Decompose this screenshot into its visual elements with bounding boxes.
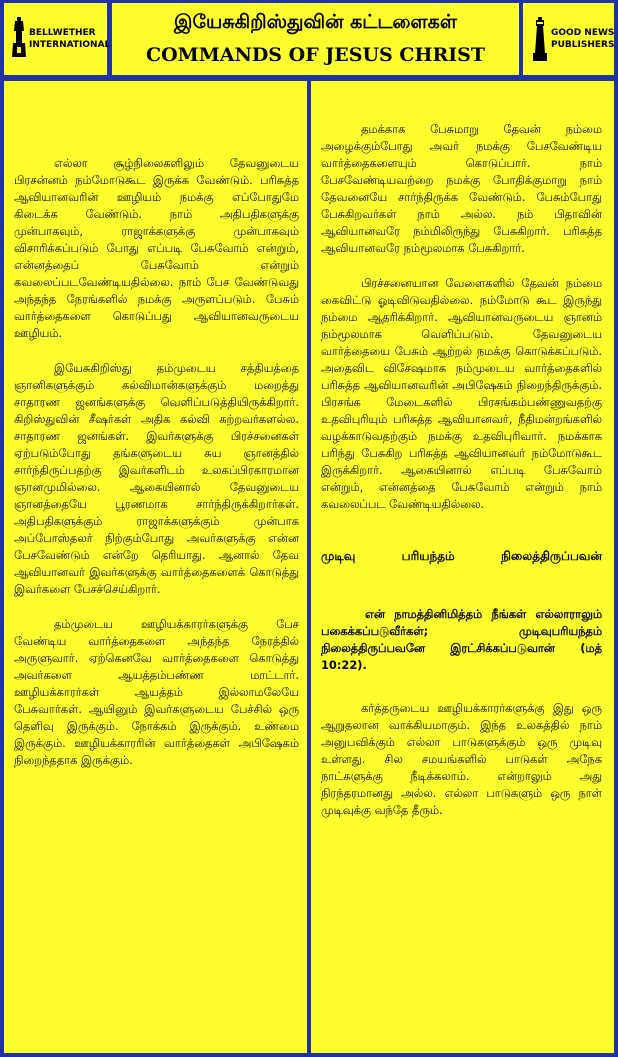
right-column <box>311 81 614 1053</box>
publisher-name-right-line2: PUBLISHERS <box>551 40 615 50</box>
closing-paragraph: கர்த்தருடைய ஊழியக்காரர்களுக்கு இது ஒரு ஆறுதலான வாக்கியமாகும். இந்த உலகத்தில் நாம் அனுபவிக்கும் எல்லா பாடுகளுக்கும் ஒரு முடிவு உள்ளது. சில சமயங்களில் பாடுகள் அநேக நாட்களுக்கு நீடிக்கலாம். என்றாலும் அது நிரந்தரமானது அல்ல. எல்லா பாடுகளும் ஒரு நாள் முடிவுக்கு வந்தே தீரும். <box>321 700 602 817</box>
bell-tower-icon <box>12 17 26 57</box>
left-paragraph-2: இயேசுகிறிஸ்து தம்முடைய சத்தியத்தை ஞானிகளுக்கும் கல்விமான்களுக்கும் மறைத்து சாதாரண ஜனங்களுக்கு வெளிப்படுத்தியிருக்கிறார். கிறிஸ்துவின் சீஷர்கள் அதிக கல்வி கற்றவர்களல்ல. சாதாரண ஜனங்கள். இவர்களுக்கு பிரச்சனைகள் ஏற்படும்போது தங்களுடைய சுய ஞானத்தில் சார்ந்திருப்பதற்கு இவர்களிடம் உலகப்பிரகாரமான ஞானமுமில்லை. ஆகையினால் தேவனுடைய ஞானத்தையே பூரணமாக சார்ந்திருக்கிறார்கள். அதிபதிகளுக்கும் ராஜாக்களுக்கும் முன்பாக அப்போஸ்தலர் நிற்கும்போது அவர்களுக்கு என்ன பேசவேண்டும் என்றே தெரியாது. ஆனால் தேவ ஆவியானவர் இவர்களுக்கு வார்த்தைகளைக் கொடுத்து இவர்களை பேசச்செய்கிறார். <box>14 361 299 596</box>
page-title-tamil: இயேசுகிறிஸ்துவின் கட்டளைகள் <box>174 11 457 33</box>
publisher-logo-left <box>4 3 111 75</box>
left-paragraph-1: எல்லா சூழ்நிலைகளிலும் தேவனுடைய பிரசன்னம் நம்மோடுகூட இருக்க வேண்டும். பரிசுத்த ஆவியானவரின் ஊழியம் நமக்கு எப்போதுமே கிடைக்க வேண்டும். நாம் அதிபதிகளுக்கு முன்பாகவும், ராஜாக்களுக்கு முன்பாகவும் விசாரிக்கப்படும் போது எப்படி பேசுவோம் என்றும், என்னத்தைப் பேசுவோம் என்றும் கவலைப்படவேண்டியதில்லை. நாம் பேச வேண்டுவது அந்தந்த நேரங்களில் நமக்கு அருளப்படும். பேசும் வார்த்தைகளை கொடுப்பது ஆவியானவருடைய ஊழியம். <box>14 156 299 340</box>
publisher-name-left-line2: INTERNATIONAL <box>29 40 111 50</box>
lighthouse-icon <box>533 17 547 61</box>
section-heading: முடிவு பரியந்தம் நிலைத்திருப்பவன் <box>321 549 602 563</box>
publisher-name-right-line1: GOOD NEWS <box>551 28 615 38</box>
publisher-name-left-line1: BELLWETHER <box>29 28 96 38</box>
page-header <box>112 3 519 75</box>
left-column <box>4 81 307 1053</box>
right-paragraph-1: தமக்காக பேசுமாறு தேவன் நம்மை அழைக்கும்போது அவர் நமக்கு பேசவேண்டிய வார்த்தைகளையும் கொடுப்பார். நாம் பேசவேண்டியவற்றை நமக்கு போதிக்குமாறு நாம் தேவனையே சார்ந்திருக்க வேண்டும். பேசும்போது பேசுகிறவர்கள் நாம் அல்ல. நம் பிதாவின் ஆவியானவரே நம்மிலிருந்து பேசுகிறார். பரிசுத்த ஆவியானவரே நம்மூலமாக பேசுகிறார். <box>321 122 602 255</box>
page-title-english: COMMANDS OF JESUS CHRIST <box>145 44 486 66</box>
scripture-quote: என் நாமத்தினிமித்தம் நீங்கள் எல்லாராலும் பகைக்கப்படுவீர்கள்; முடிவுபரியந்தம் நிலைத்திருப்பவனே இரட்சிக்கப்படுவான் (மத் 10:22). <box>321 607 602 673</box>
left-paragraph-3: தம்முடைய ஊழியக்காரர்களுக்கு பேச வேண்டிய வார்த்தைகளை அந்தந்த நேரத்தில் அருளுவார். ஏற்கெனவே வார்த்தைகளை கொடுத்து அவர்களை ஆயத்தம்பண்ண மாட்டார். ஊழியக்காரர்கள் ஆயத்தம் இல்லாமலேயே பேசுவார்கள். ஆயினும் இவர்களுடைய பேச்சில் ஒரு தெளிவு இருக்கும். நோக்கம் இருக்கும். உண்மை இருக்கும். ஊழியக்காரரின் வார்த்தைகள் அபிஷேகம் நிறைந்ததாக இருக்கும். <box>14 617 299 767</box>
right-paragraph-2: பிரச்சனையான வேளைகளில் தேவன் நம்மை கைவிட்டு ஓடிவிடுவதில்லை. நம்மோடு கூட இருந்து நம்மை ஆதரிக்கிறார். ஆவியானவருடைய ஞானம் நம்மூலமாக வெளிப்படும். தேவனுடைய வார்த்தையை பேசும் ஆற்றல் நமக்கு கொடுக்கப்படும். அதைவிட விசேஷமாக நம்முடைய வார்த்தைகளில் பரிசுத்த ஆவியானவரின் அபிஷேகம் நிறைந்திருக்கும். பிரசங்க மேடைகளில் பிரசங்கம்பண்ணுவதற்கு உதவிபுரியும் பரிசுத்த ஆவியானவர், நீதிமன்றங்களில் வழக்காடுவதற்கும் நமக்கு உதவிபுரிவார். நமக்காக பரிந்து பேசுகிற பரிசுத்த ஆவியானவர் நம்மோடுகூட இருக்கிறார். ஆகையினால் எப்படி பேசுவோம் என்றும், என்னத்தை பேசுவோம் என்றும் நாம் கவலைப்பட வேண்டியதில்லை. <box>321 276 602 511</box>
publisher-logo-right <box>523 3 614 75</box>
